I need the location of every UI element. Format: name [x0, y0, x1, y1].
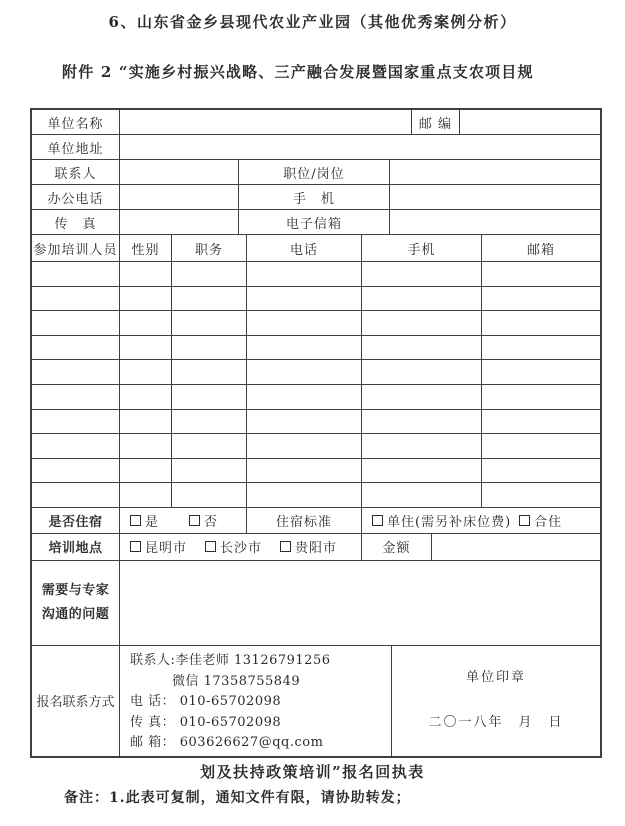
- participant-empty-cell: [247, 360, 362, 384]
- postcode-label: 邮 编: [412, 110, 460, 134]
- participants-col-name: 参加培训人员: [32, 235, 120, 261]
- participant-empty-cell: [247, 434, 362, 458]
- postcode-value-cell: [460, 110, 600, 134]
- participant-empty-cell: [120, 311, 172, 335]
- registration-contact-info: [120, 646, 392, 756]
- unit-address-label: 单位地址: [32, 135, 120, 159]
- participant-empty-cell: [482, 336, 600, 360]
- fax-row: [32, 210, 600, 235]
- checkbox-label: 长沙市: [220, 541, 263, 557]
- participant-empty-cell: [172, 336, 247, 360]
- fax-label: 传 真: [32, 210, 120, 234]
- participant-empty-row: [32, 262, 600, 287]
- contact-person-label: 联系人: [32, 160, 120, 184]
- checkbox-label: 单住(需另补床位费): [387, 514, 512, 530]
- amount-value-cell: [432, 534, 600, 560]
- lodging-type-single: [372, 511, 511, 530]
- lodging-type-shared: [519, 511, 562, 530]
- office-phone-row: [32, 185, 600, 210]
- unit-address-value-cell: [120, 135, 600, 159]
- participant-empty-cell: [32, 336, 120, 360]
- participant-empty-cell: [362, 410, 482, 434]
- note-line: 备注：1.此表可复制，通知文件有限，请协助转发；: [64, 790, 411, 806]
- checkbox-icon: [130, 515, 141, 526]
- participant-empty-cell: [32, 410, 120, 434]
- participant-empty-cell: [362, 336, 482, 360]
- registration-contact-label: 报名联系方式: [32, 646, 120, 756]
- contact-person-row: [32, 160, 600, 185]
- participant-empty-cell: [32, 459, 120, 483]
- participants-col-mobile: 手机: [362, 235, 482, 261]
- stamp-cell: [392, 646, 600, 756]
- participant-empty-cell: [120, 287, 172, 311]
- unit-name-row: [32, 110, 600, 135]
- participant-empty-cell: [247, 311, 362, 335]
- lodging-options-cell: [120, 508, 247, 533]
- checkbox-label: 昆明市: [145, 541, 188, 557]
- mobile-value-cell: [390, 185, 600, 209]
- questions-label-line1: 需要与专家: [41, 582, 110, 598]
- contact-person-value-cell: [120, 160, 239, 184]
- contact-fax-line: 传 真： 010-65702098: [130, 714, 282, 730]
- position-value-cell: [390, 160, 600, 184]
- participant-empty-row: [32, 434, 600, 459]
- participant-empty-cell: [362, 483, 482, 507]
- participant-empty-cell: [172, 434, 247, 458]
- participant-empty-cell: [247, 385, 362, 409]
- unit-address-row: [32, 135, 600, 160]
- contact-phone-line: 电 话： 010-65702098: [130, 694, 282, 710]
- participant-empty-cell: [120, 459, 172, 483]
- attachment-title: 附件 2 “实施乡村振兴战略、三产融合发展暨国家重点支农项目规: [62, 63, 534, 81]
- participant-empty-cell: [482, 434, 600, 458]
- participant-empty-cell: [172, 287, 247, 311]
- participant-empty-cell: [362, 434, 482, 458]
- registration-form-table: [30, 108, 602, 758]
- participant-empty-cell: [482, 385, 600, 409]
- participant-empty-cell: [362, 385, 482, 409]
- contact-email-line: 邮 箱： 603626627@qq.com: [130, 735, 324, 751]
- participant-empty-cell: [247, 459, 362, 483]
- participant-empty-cell: [172, 459, 247, 483]
- participant-empty-cell: [120, 385, 172, 409]
- participant-empty-cell: [32, 262, 120, 286]
- location-row: [32, 534, 600, 561]
- participant-empty-cell: [362, 360, 482, 384]
- participant-empty-cell: [482, 262, 600, 286]
- lodging-option-no: [189, 511, 218, 530]
- stamp-label: 单位印章: [465, 669, 526, 685]
- participant-empty-cell: [362, 311, 482, 335]
- participant-empty-cell: [120, 336, 172, 360]
- participant-empty-row: [32, 336, 600, 361]
- participant-empty-cell: [120, 262, 172, 286]
- participant-empty-cell: [362, 459, 482, 483]
- participant-empty-cell: [247, 287, 362, 311]
- participant-empty-cell: [120, 483, 172, 507]
- participant-empty-row: [32, 410, 600, 435]
- participant-empty-cell: [32, 434, 120, 458]
- unit-name-label: 单位名称: [32, 110, 120, 134]
- participant-empty-row: [32, 360, 600, 385]
- participant-empty-row: [32, 385, 600, 410]
- participants-header-row: [32, 235, 600, 262]
- office-phone-value-cell: [120, 185, 239, 209]
- contact-wechat-line: 微信 17358755849: [172, 673, 301, 689]
- participant-empty-row: [32, 459, 600, 484]
- participants-col-title: 职务: [172, 235, 247, 261]
- participant-empty-cell: [172, 311, 247, 335]
- checkbox-label: 合住: [534, 514, 563, 530]
- participant-empty-cell: [32, 311, 120, 335]
- participant-empty-cell: [32, 360, 120, 384]
- location-option-changsha: [205, 537, 262, 556]
- office-phone-label: 办公电话: [32, 185, 120, 209]
- questions-value-cell: [120, 561, 600, 645]
- participant-empty-cell: [32, 287, 120, 311]
- participant-empty-cell: [247, 262, 362, 286]
- questions-label: [32, 561, 120, 645]
- position-label: 职位/岗位: [239, 160, 390, 184]
- participants-col-gender: 性别: [120, 235, 172, 261]
- footer-title: 划及扶持政策培训”报名回执表: [200, 763, 425, 781]
- fax-value-cell: [120, 210, 239, 234]
- checkbox-icon: [130, 541, 141, 552]
- participant-empty-cell: [172, 483, 247, 507]
- email-value-cell: [390, 210, 600, 234]
- participant-empty-cell: [120, 434, 172, 458]
- registration-contact-row: [32, 646, 600, 756]
- participants-col-email: 邮箱: [526, 242, 555, 258]
- participant-empty-cell: [172, 410, 247, 434]
- location-label: 培训地点: [32, 534, 120, 560]
- checkbox-icon: [519, 515, 530, 526]
- location-option-guiyang: [280, 537, 337, 556]
- checkbox-icon: [280, 541, 291, 552]
- lodging-types-cell: [362, 508, 600, 533]
- lodging-label: 是否住宿: [32, 508, 120, 533]
- participant-empty-cell: [247, 483, 362, 507]
- checkbox-label: 否: [204, 514, 219, 530]
- mobile-label: 手 机: [239, 185, 390, 209]
- lodging-standard-label: 住宿标准: [247, 508, 362, 533]
- questions-label-line2: 沟通的问题: [41, 606, 110, 622]
- checkbox-icon: [205, 541, 216, 552]
- participant-empty-cell: [172, 385, 247, 409]
- participant-empty-cell: [362, 262, 482, 286]
- contact-person-line: 联系人:李佳老师 13126791256: [130, 652, 331, 668]
- participant-empty-cell: [482, 360, 600, 384]
- participant-empty-cell: [120, 360, 172, 384]
- participant-empty-cell: [32, 483, 120, 507]
- lodging-option-yes: [130, 511, 159, 530]
- checkbox-icon: [372, 515, 383, 526]
- checkbox-label: 贵阳市: [295, 541, 338, 557]
- participant-empty-cell: [362, 287, 482, 311]
- participant-empty-cell: [247, 410, 362, 434]
- participant-empty-cell: [482, 459, 600, 483]
- unit-name-value-cell: [120, 110, 412, 134]
- participant-empty-cell: [32, 385, 120, 409]
- participant-empty-cell: [482, 311, 600, 335]
- section-heading: 6、山东省金乡县现代农业产业园（其他优秀案例分析）: [108, 13, 517, 31]
- participant-empty-row: [32, 287, 600, 312]
- participants-col-phone: 电话: [247, 235, 362, 261]
- participant-empty-cell: [120, 410, 172, 434]
- checkbox-label: 是: [145, 514, 160, 530]
- participant-empty-cell: [482, 483, 600, 507]
- participant-empty-cell: [482, 287, 600, 311]
- participant-empty-row: [32, 483, 600, 508]
- date-line: 二〇一八年 月 日: [428, 714, 564, 730]
- participant-empty-rows: [32, 262, 600, 508]
- participant-empty-cell: [172, 262, 247, 286]
- participant-empty-cell: [247, 336, 362, 360]
- participant-empty-row: [32, 311, 600, 336]
- questions-row: [32, 561, 600, 646]
- amount-label: 金额: [362, 534, 432, 560]
- participant-empty-cell: [172, 360, 247, 384]
- location-options-cell: [120, 534, 362, 560]
- participant-empty-cell: [482, 410, 600, 434]
- location-option-kunming: [130, 537, 187, 556]
- lodging-row: [32, 508, 600, 534]
- email-label: 电子信箱: [239, 210, 390, 234]
- checkbox-icon: [189, 515, 200, 526]
